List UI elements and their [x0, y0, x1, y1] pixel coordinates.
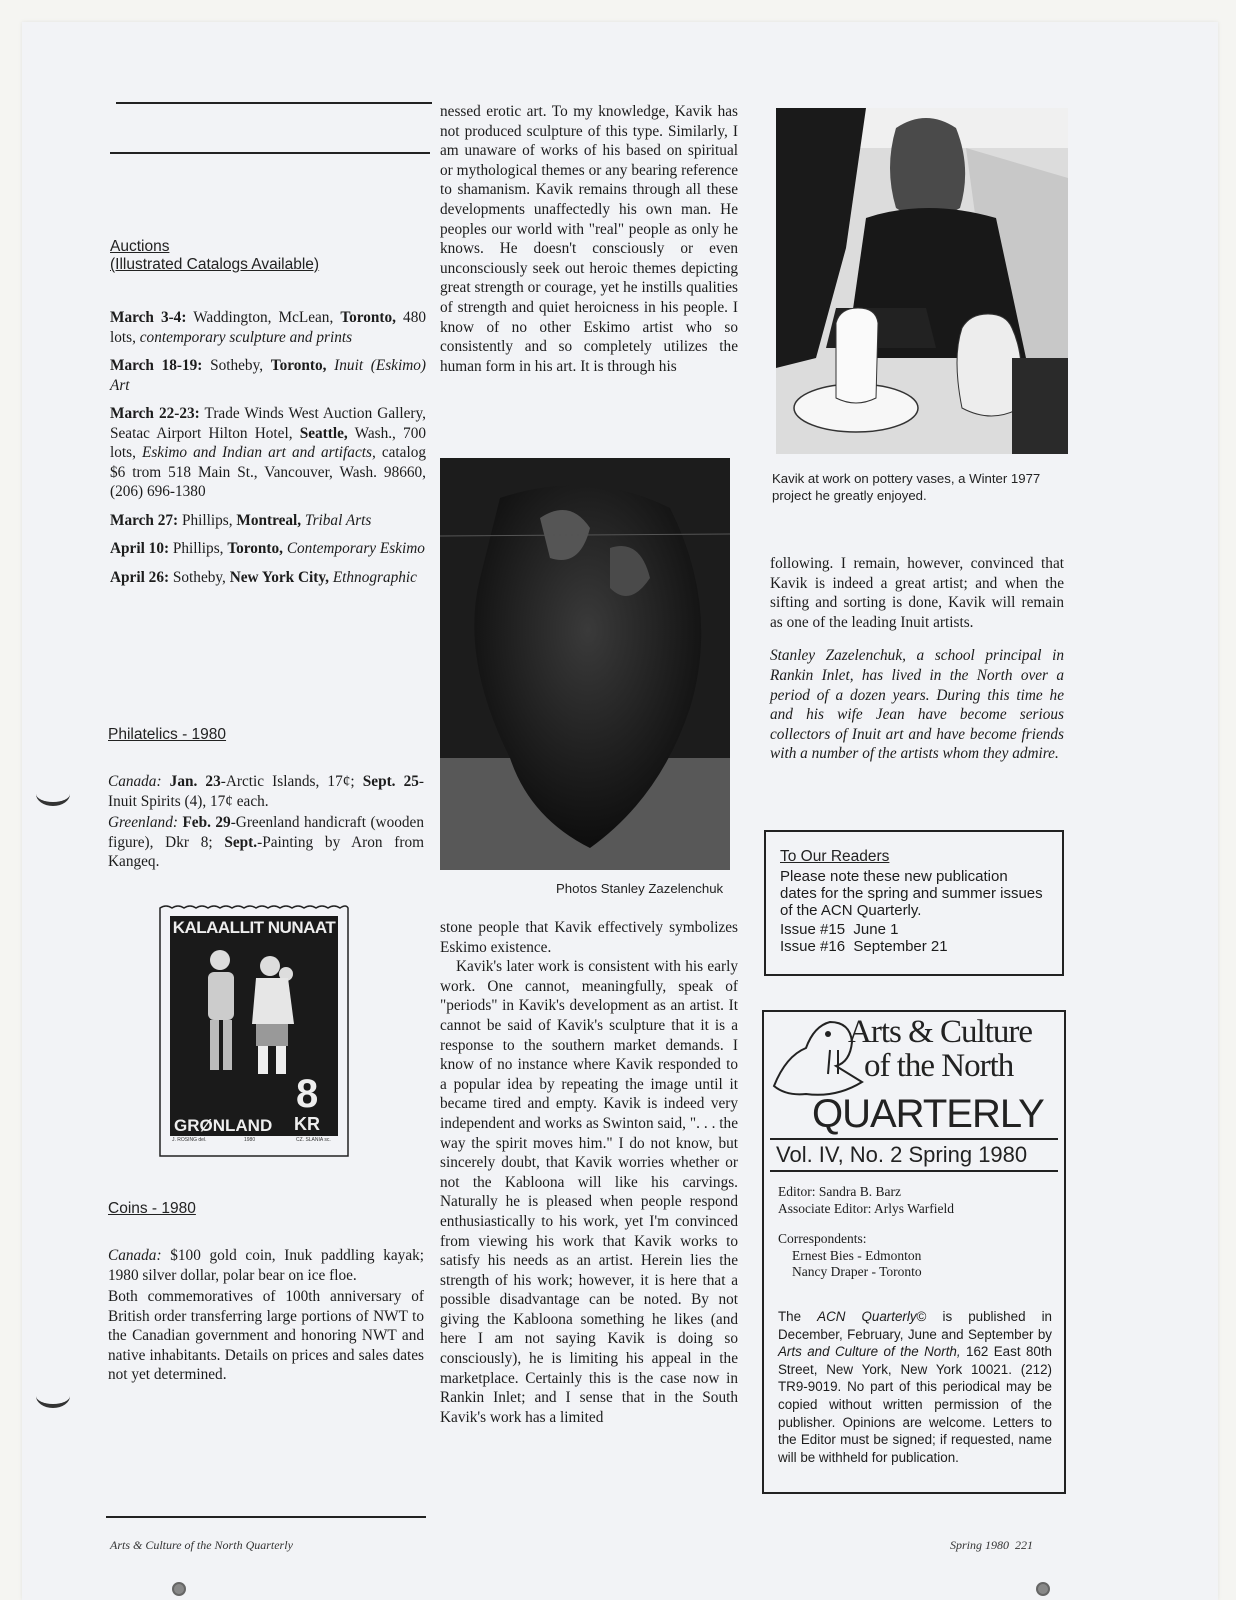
masthead-title-2: of the North: [864, 1048, 1014, 1084]
correspondents-label: Correspondents:: [778, 1231, 867, 1246]
philatelic-entry: Canada: Jan. 23-Arctic Islands, 17¢; Sept. 25-Inuit Spirits (4), 17¢ each.: [108, 773, 425, 810]
masthead-staff: [778, 1184, 1058, 1281]
auction-entry: April 26: Sotheby, New York City, Ethnographic: [110, 568, 417, 586]
coins-entry: Both commemoratives of 100th anniversary of British order transferring large portions of NWT to the Canadian government and honoring NWT and native inhabitants. Details on prices and sales dates not yet determined.: [108, 1288, 424, 1383]
stamp-top-text: KALAALLIT NUNAAT: [172, 918, 336, 937]
auctions-heading: Auctions: [110, 238, 170, 255]
masthead-title-1: Arts & Culture: [848, 1014, 1032, 1050]
auctions-subheading: (Illustrated Catalogs Available): [110, 256, 320, 273]
stamp-credit-mid: 1980: [244, 1137, 256, 1143]
bottom-rule-left: [106, 1516, 426, 1518]
auction-entry: March 22-23: Trade Winds West Auction Gallery, Seatac Airport Hilton Hotel, Seattle, Wash., 700 lots, Eskimo and Indian art and artifacts, catalog $6 trom 518 Main St., Vancouver, Wash. 98660, (206) 696-1380: [110, 405, 427, 500]
middle-text-top: [440, 102, 738, 376]
binder-clip-mark: [36, 1384, 70, 1408]
readers-text: Please note these new publication dates for the spring and summer issues of the ACN Quarterly.: [780, 868, 1043, 919]
photo-credit: Photos Stanley Zazelenchuk: [556, 881, 724, 896]
masthead-rule: [770, 1138, 1058, 1140]
auction-entry: March 3-4: Waddington, McLean, Toronto, 480 lots, contemporary sculpture and prints: [110, 309, 426, 346]
auction-entry: April 10: Phillips, Toronto, Contemporary Eskimo: [110, 540, 425, 557]
greenland-stamp: [156, 904, 352, 1160]
footer-right: Spring 1980 221: [950, 1538, 1034, 1552]
stamp-bottom-text: GRØNLAND: [174, 1116, 273, 1135]
kavik-portrait-photo: [776, 108, 1068, 454]
portrait-caption: Kavik at work on pottery vases, a Winter 1977 project he greatly enjoyed.: [772, 471, 1041, 503]
top-rule-2: [110, 152, 430, 154]
article-paragraph: nessed erotic art. To my knowledge, Kavik has not produced sculpture of this type. Similarly, I am unaware of works of his based on spiritual or mythological themes or any bearing reference to shamanism. Kavik remains through all these developments unaffectedly his own man. He peoples our world with "real" people as only he knows. He doesn't consciously or even unconsciously seek out heroic themes depicting great strength or courage, yet he instills qualities of strength and quiet heroicness in his people. I know of no other Eskimo artist who so consistently and so completely utilizes the human form in his art. It is through his: [440, 103, 738, 375]
footer-left: Arts & Culture of the North Quarterly: [110, 1538, 293, 1552]
sculpture-image-icon: [440, 458, 730, 870]
masthead-quarterly: QUARTERLY: [812, 1092, 1044, 1136]
middle-text-bottom: [440, 918, 738, 1427]
associate-editor: Associate Editor: Arlys Warfield: [778, 1200, 955, 1216]
mount-hole: [1036, 1582, 1050, 1596]
author-bio: Stanley Zazelenchuk, a school principal in Rankin Inlet, has lived in the North over a period of a dozen years. During this time he and his wife Jean have become serious collectors of Inuit art and have become friends with a number of the artists whom they admire.: [770, 647, 1064, 763]
correspondent: Ernest Bies - Edmonton: [792, 1247, 922, 1263]
stamp-currency: KR: [294, 1114, 320, 1134]
readers-heading: To Our Readers: [780, 848, 890, 865]
editor: Editor: Sandra B. Barz: [778, 1184, 901, 1199]
publication-notice: The ACN Quarterly© is published in December, February, June and September by Arts and Culture of the North, 162 East 80th Street, New York, New York 10021. (212) TR9-9019. No part of this periodical may be copied without written permission of the publisher. Opinions are welcome. Letters to the Editor must be signed; if requested, name will be withheld for publication.: [778, 1309, 1053, 1465]
binder-clip-mark: [36, 782, 70, 806]
readers-notice-box: [764, 830, 1064, 976]
stamp-credit-right: CZ. SLANIA sc.: [296, 1137, 331, 1143]
mount-hole: [172, 1582, 186, 1596]
article-paragraph: following. I remain, however, convinced that Kavik is indeed a great artist; and when the sifting and sorting is done, Kavik will remain as one of the leading Inuit artists.: [770, 555, 1064, 631]
stamp-figures-icon: [190, 944, 310, 1094]
philatelics-heading: Philatelics - 1980: [108, 726, 227, 743]
auction-entry: March 27: Phillips, Montreal, Tribal Arts: [110, 511, 372, 529]
philatelics-section: [108, 726, 424, 881]
readers-issue: Issue #16 September 21: [780, 938, 948, 955]
stamp-value: 8: [296, 1072, 319, 1116]
auctions-section: [110, 238, 426, 596]
coins-entry: Canada: $100 gold coin, Inuk paddling kayak; 1980 silver dollar, polar bear on ice floe.: [108, 1247, 425, 1284]
coins-heading: Coins - 1980: [108, 1200, 196, 1217]
masthead-box: [762, 1010, 1066, 1494]
kavik-portrait-image-icon: [776, 108, 1068, 454]
correspondent: Nancy Draper - Toronto: [792, 1264, 922, 1279]
auction-entry: March 18-19: Sotheby, Toronto, Inuit (Eskimo) Art: [110, 357, 426, 394]
coins-section: [108, 1200, 424, 1394]
page-sheet: [22, 22, 1218, 1600]
right-text: [770, 554, 1064, 764]
article-paragraph: stone people that Kavik effectively symbolizes Eskimo existence.: [440, 919, 738, 956]
article-paragraph: Kavik's later work is consistent with his early work. One cannot, meaningfully, speak of "periods" in Kavik's development as an artist. It cannot be said of Kavik's sculpture that it is a response to the southern market demands. I know of no instance where Kavik responded to a popular idea by repeating the image until it became tired and empty. Kavik is indeed very independent and works as Swinton said, ". . . the way the spirit moves him." I do not know, but sincerely doubt, that Kavik worries whether or not the Kabloona will like his carvings. Naturally he is pleased when people respond enthusiastically to his work, yet I'm convinced from viewing his work that Kavik works to satisfy his needs as an artist. Herein lies the strength of his work; however, it is here that a possible disadvantage can be noted. By not giving the Kabloona something he likes (and here I am not saying Kavik is doing so consciously), he is limiting his appeal in the marketplace. Certainly this is the case now in Rankin Inlet; and I sense that in the South Kavik's work has a limited: [440, 958, 738, 1426]
masthead-volume: Vol. IV, No. 2 Spring 1980: [776, 1142, 1028, 1167]
top-rule-1: [116, 102, 432, 104]
sculpture-photo: [440, 458, 730, 870]
readers-issue: Issue #15 June 1: [780, 921, 899, 938]
stamp-credit-left: J. ROSING del.: [172, 1137, 207, 1143]
masthead-rule: [770, 1170, 1058, 1172]
philatelic-entry: Greenland: Feb. 29-Greenland handicraft (wooden figure), Dkr 8; Sept.-Painting by Aron from Kangeq.: [108, 814, 425, 870]
